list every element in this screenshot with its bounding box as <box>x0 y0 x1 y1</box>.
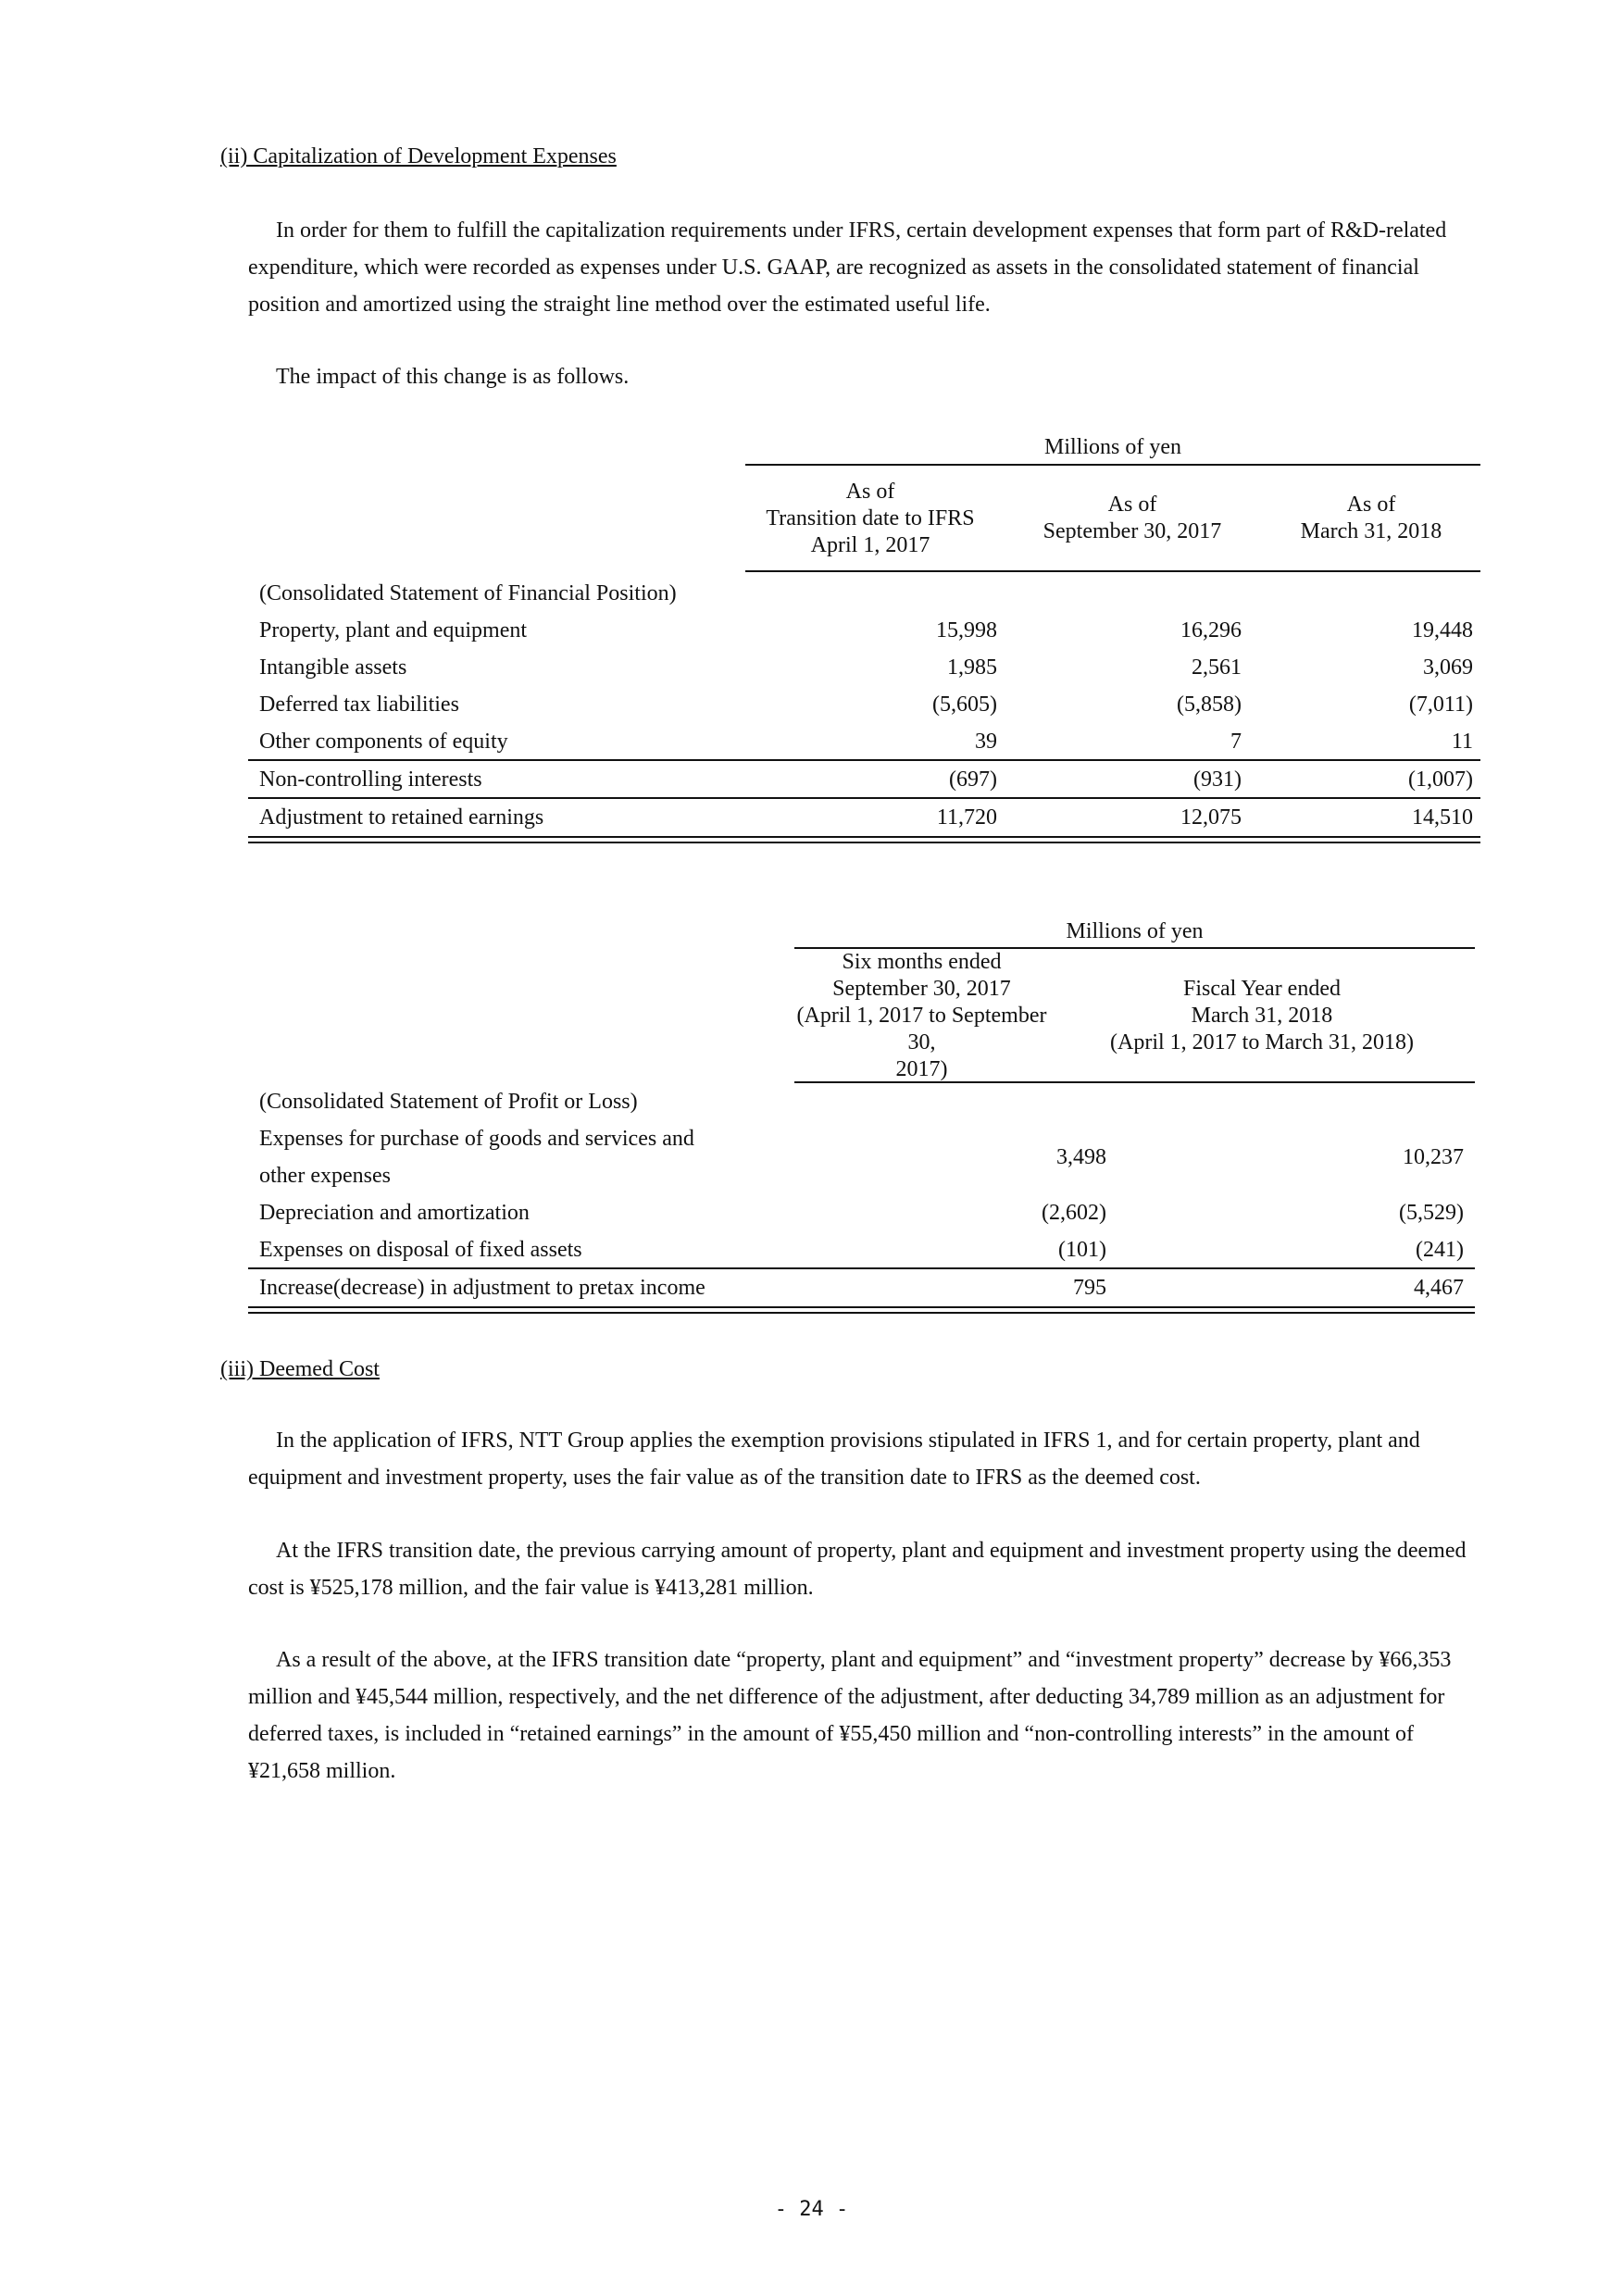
cell-value: 7 <box>1230 730 1242 754</box>
total-double-rule <box>248 836 1480 843</box>
cell-value: 12,075 <box>1180 805 1242 830</box>
header-rule <box>745 570 1480 572</box>
paragraph-deemed-cost-result <box>248 1641 1475 1790</box>
table-section-label-row <box>248 1083 1475 1120</box>
cell-value: 4,467 <box>1414 1276 1464 1300</box>
cell-value: 11 <box>1451 730 1473 754</box>
cell-value: 16,296 <box>1180 618 1242 643</box>
column-header-line: Transition date to IFRS <box>766 505 975 530</box>
cell-value: 11,720 <box>936 805 997 830</box>
row-label: Depreciation and amortization <box>259 1201 530 1225</box>
row-label: Expenses on disposal of fixed assets <box>259 1238 582 1262</box>
column-header-line: (April 1, 2017 to September 30, <box>796 1003 1047 1054</box>
paragraph-deemed-cost-amounts <box>248 1532 1475 1606</box>
cell-value: (5,858) <box>1177 693 1242 717</box>
table-row <box>248 761 1480 798</box>
row-label: Increase(decrease) in adjustment to pretax income <box>259 1276 705 1300</box>
column-header-line: September 30, 2017 <box>1042 519 1222 543</box>
cell-value: 3,498 <box>1056 1145 1106 1169</box>
paragraph-impact-intro <box>248 358 1475 395</box>
table-row-total <box>248 799 1480 836</box>
cell-value: 10,237 <box>1403 1145 1464 1169</box>
row-label: Adjustment to retained earnings <box>259 805 544 830</box>
table-section-label: (Consolidated Statement of Profit or Loss) <box>259 1090 638 1114</box>
cell-value: 14,510 <box>1412 805 1473 830</box>
paragraph-text: At the IFRS transition date, the previous carrying amount of property, plant and equipment and investment property using the deemed cost is ¥525,178 million, and the fair value is ¥413,281 million. <box>248 1539 1467 1600</box>
page-number: - 24 - <box>774 2198 849 2221</box>
cell-value: (931) <box>1193 767 1242 792</box>
column-header-mar-2018 <box>1262 468 1480 568</box>
cell-value: (241) <box>1416 1238 1464 1262</box>
column-header-line: As of <box>845 479 895 504</box>
row-label: Property, plant and equipment <box>259 618 528 643</box>
cell-value: (2,602) <box>1042 1201 1106 1225</box>
table-row <box>248 612 1480 649</box>
paragraph-deemed-cost-exemption <box>248 1422 1475 1496</box>
table-row <box>248 1194 1475 1231</box>
cell-value: 39 <box>975 730 997 754</box>
table-row <box>248 686 1480 723</box>
row-label: Intangible assets <box>259 655 407 680</box>
row-label: Expenses for purchase of goods and services and <box>259 1127 694 1151</box>
row-label: Other components of equity <box>259 730 508 754</box>
column-header-line: September 30, 2017 <box>832 976 1011 1001</box>
table-row <box>248 1120 1475 1194</box>
table-section-label: (Consolidated Statement of Financial Position) <box>259 581 677 605</box>
row-label-continued: other expenses <box>259 1164 391 1188</box>
column-header-line: As of <box>1346 493 1396 517</box>
column-header-line: (April 1, 2017 to March 31, 2018) <box>1110 1029 1414 1054</box>
column-header-transition-date <box>745 468 995 568</box>
total-double-rule <box>248 1306 1475 1314</box>
cell-value: (101) <box>1058 1238 1106 1262</box>
paragraph-text: As a result of the above, at the IFRS transition date “property, plant and equipment” and “investment property” decrease by ¥66,353 million and ¥45,544 million, respectively, and the net difference of the adjustment, after deducting 34,789 million as an adjustment for deferred taxes, is included in “retained earnings” in the amount of ¥55,450 million and “non-controlling interests” in the amount of ¥21,658 million. <box>248 1648 1452 1783</box>
column-header-line: Six months ended <box>842 949 1002 974</box>
column-header-line: March 31, 2018 <box>1300 519 1442 543</box>
section-heading-deemed-cost: (iii) Deemed Cost <box>220 1357 380 1381</box>
column-header-line: As of <box>1107 493 1157 517</box>
column-header-six-months <box>794 949 1049 1081</box>
cell-value: (697) <box>949 767 997 792</box>
cell-value: 795 <box>1073 1276 1106 1300</box>
column-header-fiscal-year <box>1049 952 1475 1079</box>
cell-value: 19,448 <box>1412 618 1473 643</box>
column-header-line: Fiscal Year ended <box>1183 976 1341 1001</box>
cell-value: 15,998 <box>936 618 997 643</box>
cell-value: (1,007) <box>1408 767 1473 792</box>
row-label: Non-controlling interests <box>259 767 482 792</box>
table-row <box>248 723 1480 760</box>
table-row-total <box>248 1269 1475 1306</box>
table-row <box>248 1231 1475 1268</box>
row-label: Deferred tax liabilities <box>259 693 459 717</box>
cell-value: (5,605) <box>932 693 997 717</box>
cell-value: 2,561 <box>1192 655 1242 680</box>
paragraph-text: In the application of IFRS, NTT Group applies the exemption provisions stipulated in IFRS 1, and for certain property, plant and equipment and investment property, uses the fair value as of the transition date to IFRS as the deemed cost. <box>248 1429 1420 1490</box>
cell-value: 3,069 <box>1423 655 1473 680</box>
paragraph-text: In order for them to fulfill the capitalization requirements under IFRS, certain development expenses that form part of R&D-related expenditure, which were recorded as expenses under U.S. GAAP, are recognized as assets in the consolidated statement of financial position and amortized using the straight line method over the estimated useful life. <box>248 218 1447 317</box>
table-unit-label: Millions of yen <box>794 917 1475 949</box>
section-heading-capitalization: (ii) Capitalization of Development Expenses <box>220 144 617 168</box>
table-row <box>248 649 1480 686</box>
cell-value: (5,529) <box>1399 1201 1464 1225</box>
table-section-label-row <box>248 575 1480 612</box>
column-header-sep-2017 <box>1003 468 1262 568</box>
cell-value: 1,985 <box>947 655 997 680</box>
paragraph-capitalization-intro <box>248 212 1475 323</box>
column-header-line: March 31, 2018 <box>1191 1003 1333 1028</box>
column-header-line: 2017) <box>895 1056 948 1081</box>
column-header-line: April 1, 2017 <box>810 532 930 557</box>
paragraph-text: The impact of this change is as follows. <box>276 365 630 389</box>
cell-value: (7,011) <box>1408 693 1473 717</box>
table-unit-label: Millions of yen <box>745 431 1480 466</box>
